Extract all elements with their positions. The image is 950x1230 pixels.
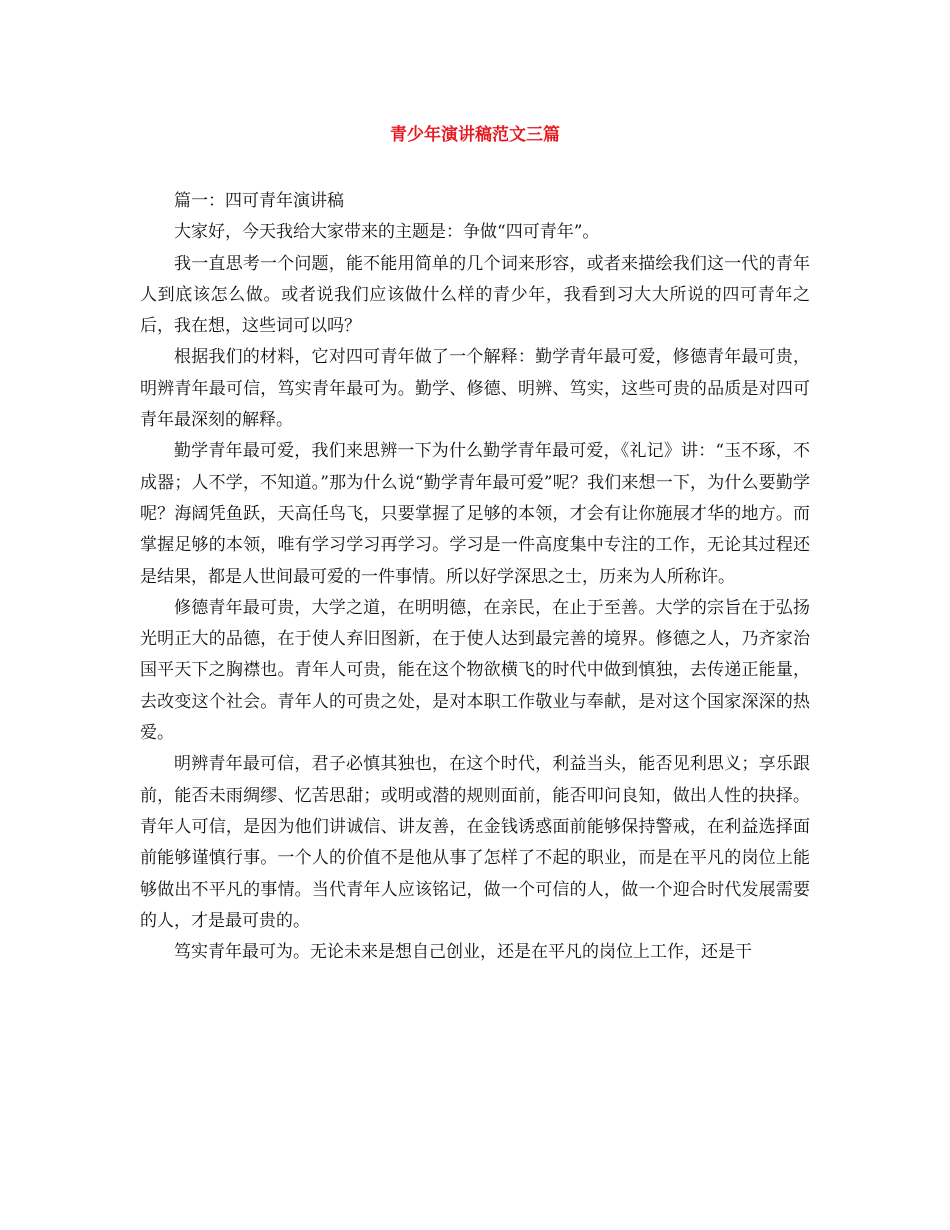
- document-body: [140, 186, 810, 968]
- document-title: 青少年演讲稿范文三篇: [390, 125, 560, 145]
- paragraph: 根据我们的材料，它对四可青年做了一个解释：勤学青年最可爱，修德青年最可贵，明辨青年最可信，笃实青年最可为。勤学、修德、明辨、笃实，这些可贵的品质是对四可青年最深刻的解释。: [140, 347, 810, 431]
- section-heading: 篇一：四可青年演讲稿: [174, 191, 344, 211]
- paragraph: 明辨青年最可信，君子必慎其独也，在这个时代，利益当头，能否见利思义；享乐跟前，能否未雨绸缪、忆苦思甜；或明或潜的规则面前，能否叩问良知，做出人性的抉择。青年人可信，是因为他们讲诚信、讲友善，在金钱诱惑面前能够保持警戒，在利益选择面前能够谨慎行事。一个人的价值不是他从事了怎样了不起的职业，而是在平凡的岗位上能够做出不平凡的事情。当代青年人应该铭记，做一个可信的人，做一个迎合时代发展需要的人，才是最可贵的。: [140, 754, 810, 931]
- paragraph: 我一直思考一个问题，能不能用简单的几个词来形容，或者来描绘我们这一代的青年人到底该怎么做。或者说我们应该做什么样的青少年，我看到习大大所说的四可青年之后，我在想，这些词可以吗？: [140, 253, 810, 337]
- paragraph: 笃实青年最可为。无论未来是想自己创业，还是在平凡的岗位上工作，还是干: [174, 942, 752, 963]
- paragraph: 修德青年最可贵，大学之道，在明明德，在亲民，在止于至善。大学的宗旨在于弘扬光明正大的品德，在于使人弃旧图新，在于使人达到最完善的境界。修德之人，乃齐家治国平天下之胸襟也。青年人可贵，能在这个物欲横飞的时代中做到慎独，去传递正能量，去改变这个社会。青年人的可贵之处，是对本职工作敬业与奉献，是对这个国家深深的热爱。: [140, 597, 810, 744]
- paragraph: 大家好，今天我给大家带来的主题是：争做“四可青年”。: [174, 222, 600, 243]
- paragraph: 勤学青年最可爱，我们来思辨一下为什么勤学青年最可爱，《礼记》讲：“玉不琢，不成器；人不学，不知道。”那为什么说“勤学青年最可爱”呢？我们来想一下，为什么要勤学呢？海阔凭鱼跃，天高任鸟飞，只要掌握了足够的本领，才会有让你施展才华的地方。而掌握足够的本领，唯有学习学习再学习。学习是一件高度集中专注的工作，无论其过程还是结果，都是人世间最可爱的一件事情。所以好学深思之士，历来为人所称许。: [140, 441, 810, 587]
